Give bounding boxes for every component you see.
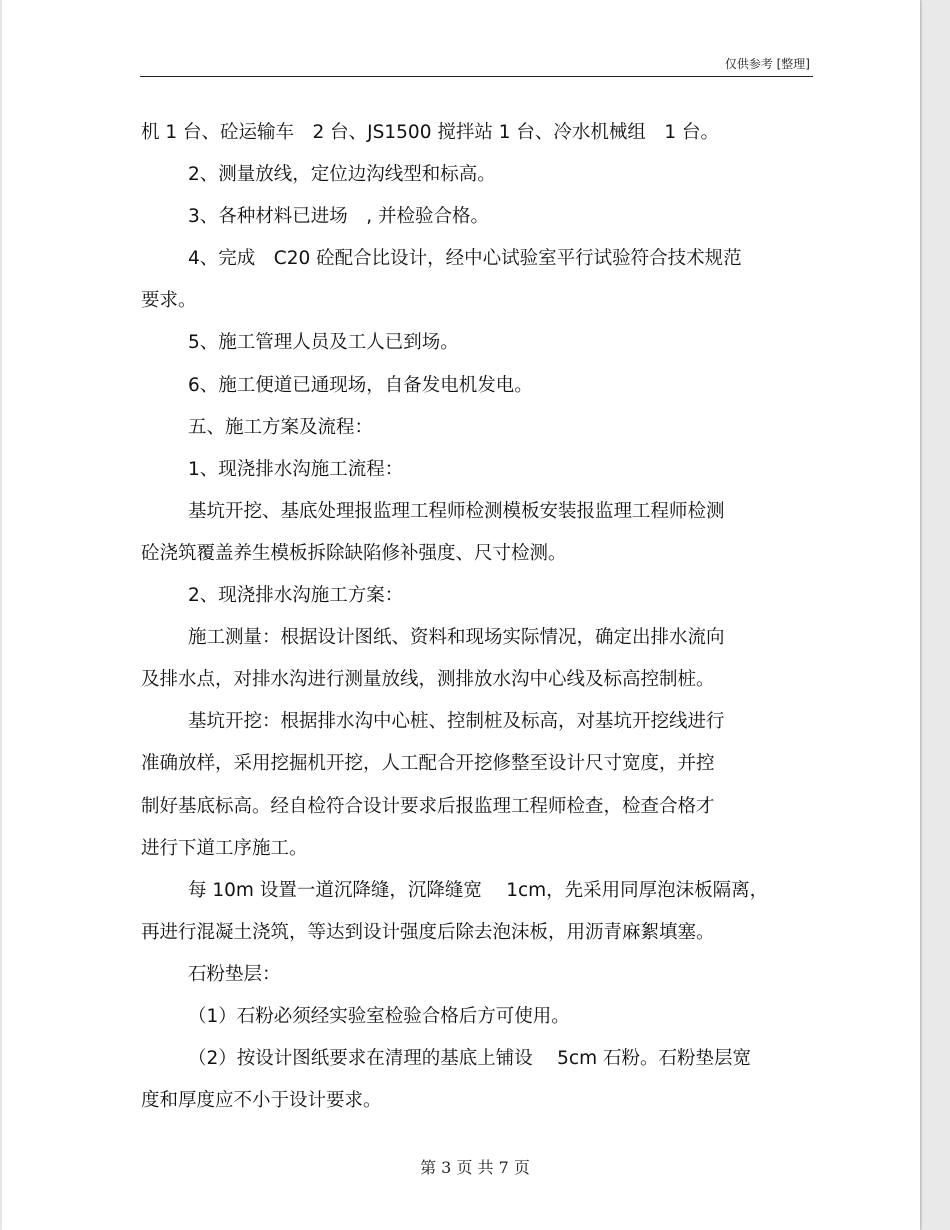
text-line: 五、施工方案及流程： — [188, 416, 374, 438]
header-divider — [140, 76, 813, 77]
text-line: 准确放样，采用挖掘机开挖，人工配合开挖修整至设计尺寸宽度，并控 — [141, 753, 715, 775]
text-line: 4、完成 C20 砼配合比设计，经中心试验室平行试验符合技术规范 — [188, 248, 742, 270]
text-line: 6、施工便道已通现场，自备发电机发电。 — [188, 374, 533, 396]
text-line: 度和厚度应不小于设计要求。 — [141, 1090, 382, 1112]
text-line: 5、施工管理人员及工人已到场。 — [188, 332, 459, 354]
text-line: 基坑开挖、基底处理报监理工程师检测模板安装报监理工程师检测 — [188, 500, 725, 522]
document-body — [141, 112, 813, 1122]
text-line: 2、测量放线，定位边沟线型和标高。 — [188, 164, 496, 186]
text-line: 石粉垫层： — [188, 963, 281, 985]
text-line: 砼浇筑覆盖养生模板拆除缺陷修补强度、尺寸检测。 — [141, 542, 567, 564]
document-page — [2, 0, 920, 1230]
text-line: 制好基底标高。经自检符合设计要求后报监理工程师检查，检查合格才 — [141, 795, 715, 817]
text-line: 及排水点，对排水沟进行测量放线，测排放水沟中心线及标高控制桩。 — [141, 669, 715, 691]
text-line: 要求。 — [141, 290, 197, 312]
text-line: 施工测量：根据设计图纸、资料和现场实际情况，确定出排水流向 — [188, 627, 725, 649]
text-line: 2、现浇排水沟施工方案： — [188, 585, 404, 607]
text-line: 机 1 台、砼运输车 2 台、JS1500 搅拌站 1 台、冷水机械组 1 台。 — [141, 122, 720, 143]
text-line: 基坑开挖：根据排水沟中心桩、控制桩及标高，对基坑开挖线进行 — [188, 711, 725, 733]
text-line: 再进行混凝土浇筑，等达到设计强度后除去泡沫板，用沥青麻絮填塞。 — [141, 921, 715, 943]
text-line: （1）石粉必须经实验室检验合格后方可使用。 — [188, 1005, 570, 1027]
text-line: 1、现浇排水沟施工流程： — [188, 458, 404, 480]
text-line: （2）按设计图纸要求在清理的基底上铺设 5cm 石粉。石粉垫层宽 — [188, 1048, 751, 1070]
header-note: 仅供参考 [整理] — [724, 57, 810, 71]
text-line: 3、各种材料已进场 , 并检验合格。 — [188, 206, 490, 228]
text-line: 进行下道工序施工。 — [141, 837, 308, 859]
page-number-footer: 第 3 页 共 7 页 — [420, 1158, 530, 1177]
text-line: 每 10m 设置一道沉降缝，沉降缝宽 1cm，先采用同厚泡沫板隔离， — [188, 879, 769, 901]
